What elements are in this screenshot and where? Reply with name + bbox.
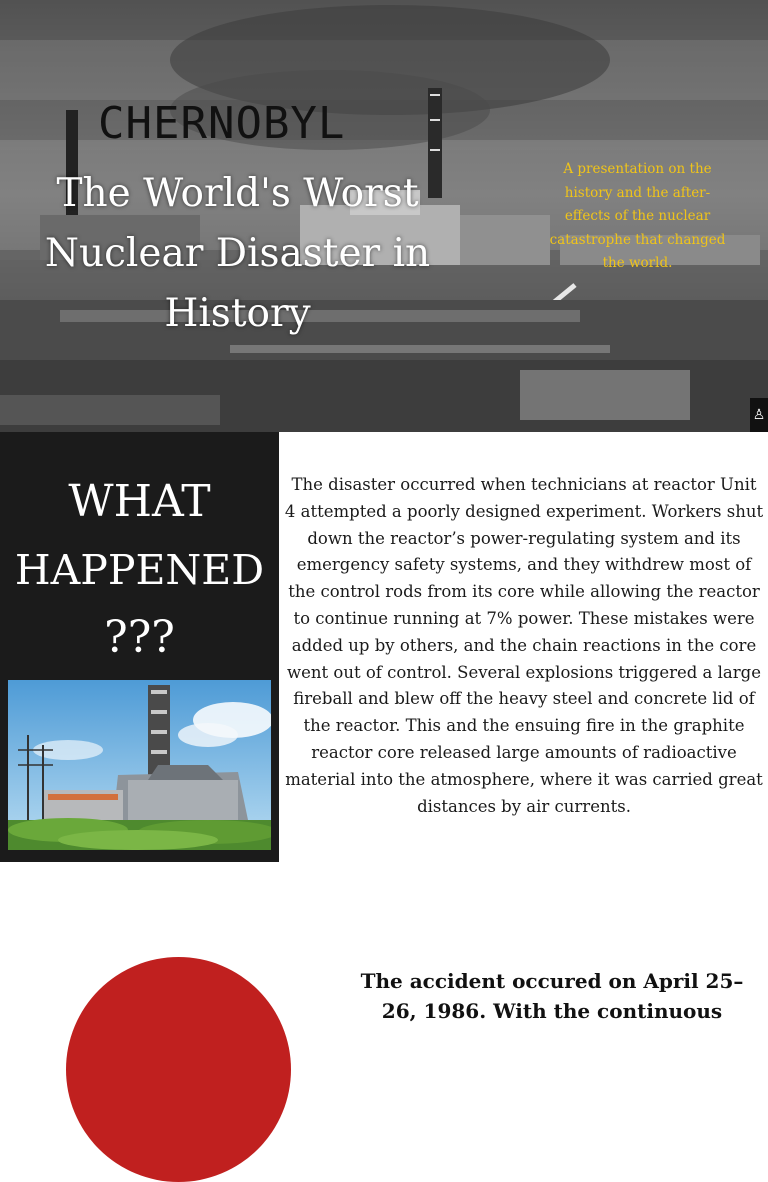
- red-circle-graphic: [66, 957, 291, 1182]
- hero-banner: [0, 0, 768, 432]
- hero-title: CHERNOBYL: [98, 98, 346, 149]
- chernobyl-plant-photo: [8, 680, 271, 850]
- corner-person-icon[interactable]: ♙: [750, 398, 768, 432]
- what-happened-body: The disaster occurred when technicians at reactor Unit 4 attempted a poorly designed experiment. Workers shut down the reactor’s power-regulating system and its emergency safety systems, and they withdrew most of the control rods from its core while allowing the reactor to continue running at 7% power. These mistakes were added up by others, and the chain reactions in the core went out of control. Several explosions triggered a large fireball and blew off the heavy steel and concrete lid of the reactor. This and the ensuing fire in the graphite reactor core released large amounts of radioactive material into the atmosphere, where it was carried great distances by air currents.: [284, 475, 764, 816]
- what-happened-heading: [0, 468, 279, 672]
- heading-line-what: WHAT: [68, 476, 211, 527]
- hero-subtitle: The World's Worst Nuclear Disaster in History: [44, 171, 431, 336]
- accident-date-text: The accident occured on April 25–26, 1986. With the continuous: [360, 969, 744, 1023]
- hero-blurb: A presentation on the history and the after-effects of the nuclear catastrophe that changed the world.: [549, 161, 726, 271]
- heading-line-happened: HAPPENED: [14, 546, 265, 594]
- heading-line-question-marks: ???: [104, 612, 175, 663]
